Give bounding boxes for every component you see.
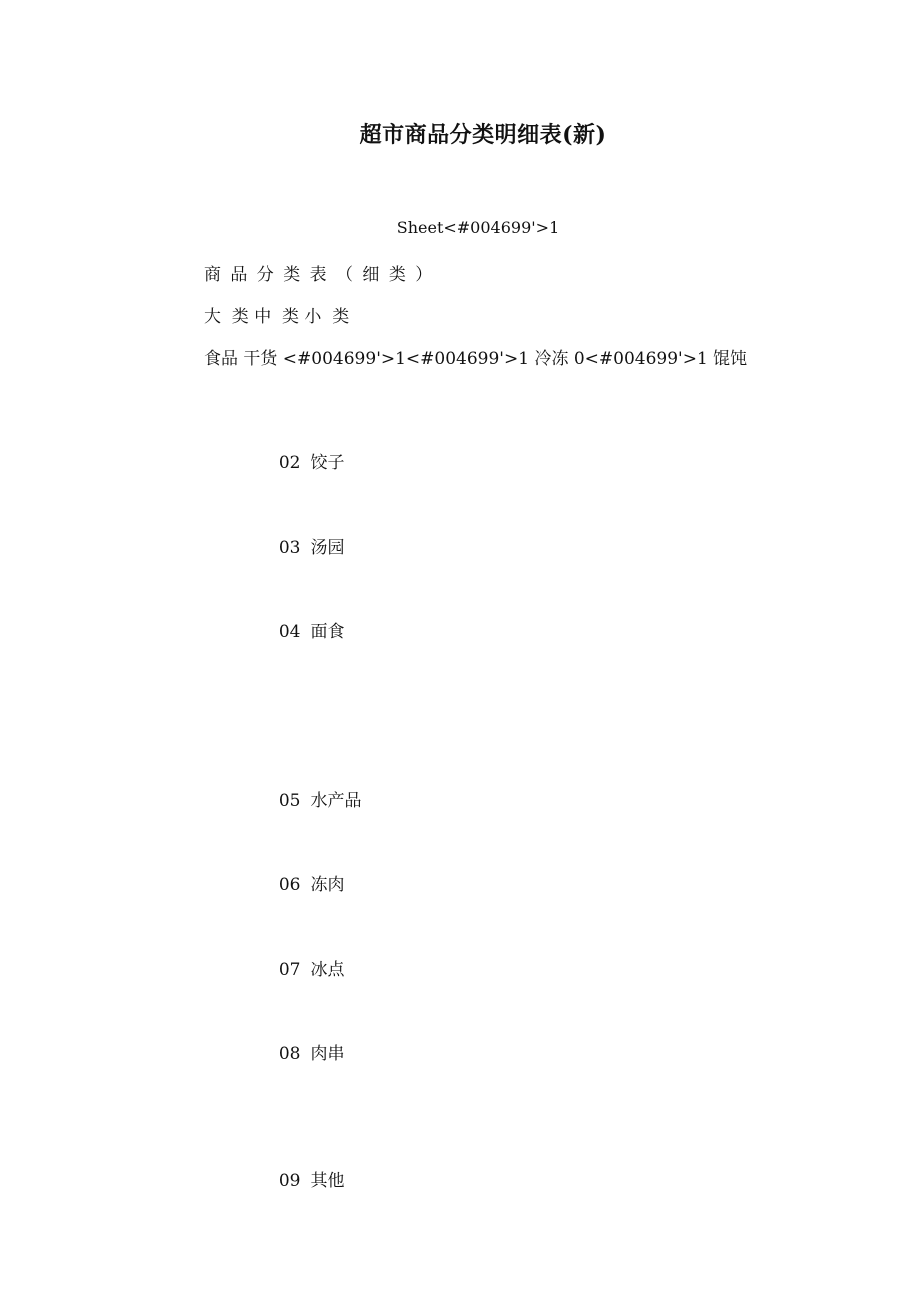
list-item	[268, 1146, 344, 1191]
item-name: 饺子	[310, 453, 345, 473]
item-name: 其他	[310, 1171, 345, 1191]
page-title: 超市商品分类明细表(新)	[359, 122, 607, 148]
item-code: 08	[278, 1044, 301, 1064]
list-item	[268, 1019, 344, 1064]
columns-header: 大 类 中 类 小 类	[204, 307, 350, 327]
item-code: 06	[278, 875, 301, 895]
list-item	[268, 935, 344, 980]
list-item	[268, 850, 344, 895]
item-code: 02	[278, 453, 301, 473]
item-name: 冰点	[310, 960, 345, 980]
list-item	[268, 766, 361, 811]
item-code: 05	[278, 791, 301, 811]
item-name: 肉串	[310, 1044, 345, 1064]
item-code: 07	[278, 960, 301, 980]
sheet-label: Sheet<#004699'>1	[396, 218, 560, 237]
list-item	[268, 513, 344, 558]
item-name: 冻肉	[310, 875, 345, 895]
table-heading: 商 品 分 类 表 （ 细 类 ）	[204, 265, 435, 285]
first-row: 食品 干货 <#004699'>1<#004699'>1 冷冻 0<#004699'>1 馄饨	[204, 349, 748, 369]
list-item	[268, 428, 344, 473]
item-code: 09	[278, 1171, 301, 1191]
item-name: 面食	[310, 622, 345, 642]
item-code: 04	[278, 622, 301, 642]
list-item	[268, 597, 344, 642]
item-name: 水产品	[310, 791, 362, 811]
item-code: 03	[278, 538, 301, 558]
item-name: 汤园	[310, 538, 345, 558]
